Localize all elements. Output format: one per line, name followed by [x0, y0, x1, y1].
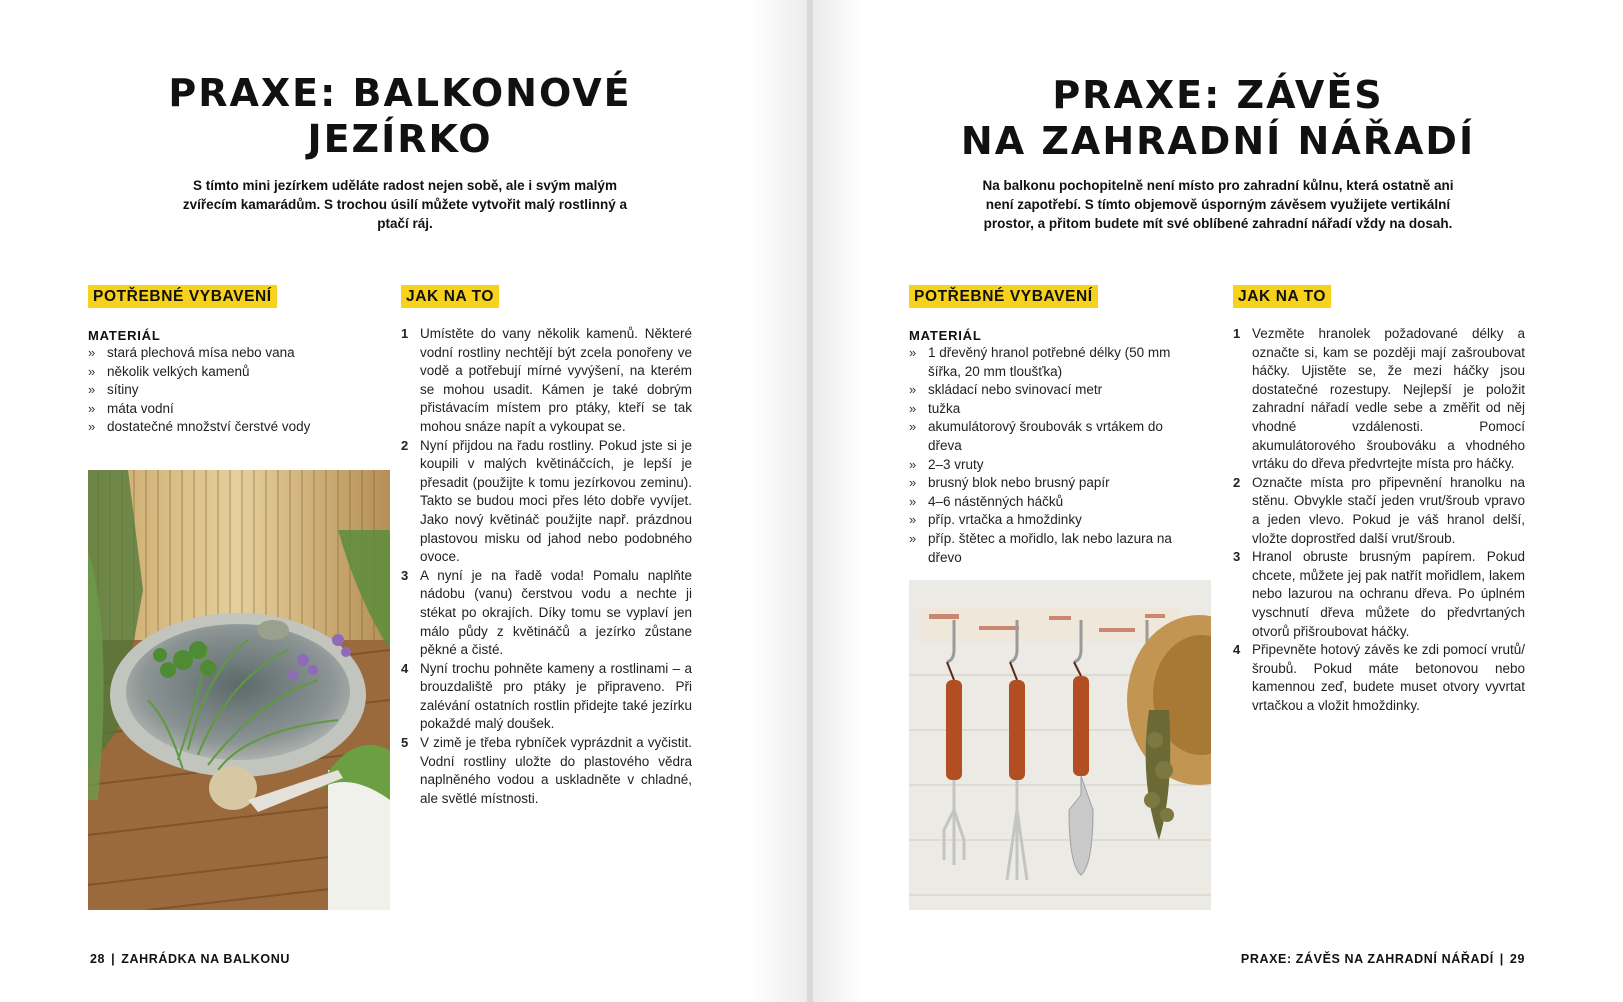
list-item: » dostatečné množství čerstvé vody [88, 418, 378, 437]
step-item [401, 734, 692, 808]
left-footer [90, 952, 290, 966]
tool-rack-photo [909, 580, 1211, 910]
step-number: 3 [401, 567, 409, 583]
step-text: V zimě je třeba rybníček vyprázdnit a vyčistit. Vodní rostliny uložte do plastového vědra naplněného vodou a uskladněte v chladné, ale světlé místnosti. [420, 735, 692, 806]
list-item: » 1 dřevěný hranol potřebné délky (50 mm šířka, 20 mm tloušťka) [909, 344, 1199, 381]
right-material-list [909, 344, 1199, 567]
list-item: » stará plechová mísa nebo vana [88, 344, 378, 363]
step-item [401, 660, 692, 734]
step-text: Nyní přijdou na řadu rostliny. Pokud jste si je koupili v malých květináčcích, je lepší je přesadit (použijte k tomu jezírkovou zeminu). Takto se budou moci přes léto dobře vyvíjet. Jako nový květináč použijte např. prázdnou plastovou misku od jahod nebo podobného ovoce. [420, 437, 692, 565]
step-number: 1 [401, 326, 409, 341]
step-number: 5 [401, 735, 409, 751]
list-item: » 2–3 vruty [909, 456, 1199, 475]
step-text: Umístěte do vany několik kamenů. Některé vodní rostliny nechtějí být zcela ponořeny ve vodě a potřebují mírné vyvýšení, na kterém se mohou usadit. Kámen je také dobrým přistávacím místem pro ptáky, kteří se tak mohou snáze napít a vykoupat se. [420, 326, 692, 434]
list-item: » akumulátorový šroubovák s vrtákem do dřeva [909, 418, 1199, 455]
step-number: 1 [1233, 326, 1241, 341]
list-item: » příp. štětec a mořidlo, lak nebo lazura na dřevo [909, 530, 1199, 567]
right-page [813, 0, 1623, 1002]
step-number: 4 [401, 660, 409, 676]
step-item [1233, 641, 1525, 715]
step-text: Hranol obruste brusným papírem. Pokud chcete, můžete jej pak natřít mořidlem, lakem nebo lazurou na ochranu dřeva. Po úplném vyschnutí dřeva můžete do předvrtaných otvorů přišroubovat háčky. [1252, 549, 1525, 639]
left-steps-list [401, 325, 692, 808]
left-gutter-shadow [750, 0, 810, 1002]
footer-separator: | [111, 952, 116, 966]
list-item: » máta vodní [88, 400, 378, 419]
list-item: » skládací nebo svinovací metr [909, 381, 1199, 400]
right-page-title [893, 72, 1543, 164]
step-item [1233, 325, 1525, 474]
title-line-2: NA ZAHRADNÍ NÁŘADÍ [960, 119, 1476, 163]
list-item: » 4–6 nástěnných háčků [909, 493, 1199, 512]
list-item: » sítiny [88, 381, 378, 400]
left-material-list [88, 344, 378, 437]
list-item: » příp. vrtačka a hmoždinky [909, 511, 1199, 530]
left-page-title: PRAXE: BALKONOVÉ JEZÍRKO [168, 71, 632, 161]
running-title: PRAXE: ZÁVĚS NA ZAHRADNÍ NÁŘADÍ [1240, 952, 1494, 966]
right-material-heading: MATERIÁL [909, 328, 982, 343]
left-intro: S tímto mini jezírkem uděláte radost nejen sobě, ale i svým malým zvířecím kamarádům. S trochou úsilí můžete vytvořit malý rostlinný a ptačí ráj. [182, 178, 628, 231]
title-line-1: PRAXE: ZÁVĚS [1052, 73, 1384, 117]
right-equipment-label: POTŘEBNÉ VYBAVENÍ [909, 285, 1098, 308]
right-footer [1241, 952, 1525, 966]
left-page [0, 0, 810, 1002]
step-number: 2 [401, 437, 409, 453]
step-number: 4 [1233, 642, 1241, 658]
list-item: » brusný blok nebo brusný papír [909, 474, 1199, 493]
step-text: Nyní trochu pohněte kameny a rostlinami – a brouzdaliště pro ptáky je připraveno. Při zalévání ostatních rostlin přidejte také jezírku pokaždé malý doušek. [420, 660, 692, 732]
step-item [1233, 474, 1525, 548]
pond-photo [88, 470, 390, 910]
right-gutter-shadow [813, 0, 863, 1002]
step-item [401, 325, 692, 437]
step-text: Vezměte hranolek požadované délky a označte si, kam se později mají zašroubovat háčky. Ujistěte se, že mezi háčky jsou dostatečné rozestupy. Nejlepší je položit zahradní nářadí vedle sebe a změřit od něj vhodné vzdálenosti. Pomocí akumulátorového šroubováku a vhodného vrtáku do dřeva předvrtejte místa pro háčky. [1252, 326, 1525, 472]
left-material-heading: MATERIÁL [88, 328, 161, 343]
step-number: 3 [1233, 549, 1241, 565]
right-howto-label: JAK NA TO [1233, 285, 1331, 308]
list-item: » několik velkých kamenů [88, 363, 378, 382]
left-equipment-label: POTŘEBNÉ VYBAVENÍ [88, 285, 277, 308]
step-item [401, 567, 692, 660]
left-howto-label: JAK NA TO [401, 285, 499, 308]
step-number: 2 [1233, 474, 1241, 490]
list-item: » tužka [909, 400, 1199, 419]
running-title: ZAHRÁDKA NA BALKONU [121, 952, 291, 966]
step-text: Připevněte hotový závěs ke zdi pomocí vrutů/šroubů. Pokud máte betonovou nebo kamennou zeď, budete muset otvory vyvrtat vrtačkou a vložit hmoždinky. [1252, 642, 1525, 713]
step-item [1233, 548, 1525, 641]
right-intro: Na balkonu pochopitelně není místo pro zahradní kůlnu, která ostatně ani není zapotřebí. S tímto objemově úsporným závěsem využijete vertikální prostor, a přitom budete mít své oblíbené zahradní nářadí vždy na dosah. [982, 178, 1454, 231]
page-number: 28 [90, 952, 106, 966]
footer-separator: | [1499, 952, 1504, 966]
step-item [401, 437, 692, 567]
right-steps-list [1233, 325, 1525, 715]
page-number: 29 [1509, 952, 1525, 966]
step-text: Označte místa pro připevnění hranolku na stěnu. Obvykle stačí jeden vrut/šroub vpravo a jeden vlevo. Pokud je váš hranol delší, vložte doprostřed další vrut/šroub. [1252, 474, 1525, 546]
step-text: A nyní je na řadě voda! Pomalu naplňte nádobu (vanu) čerstvou vodu a nechte ji stékat po okrajích. Díky tomu se vyplaví jen málo půdy z květináčů a jezírko zůstane pěkné a čisté. [420, 567, 692, 658]
